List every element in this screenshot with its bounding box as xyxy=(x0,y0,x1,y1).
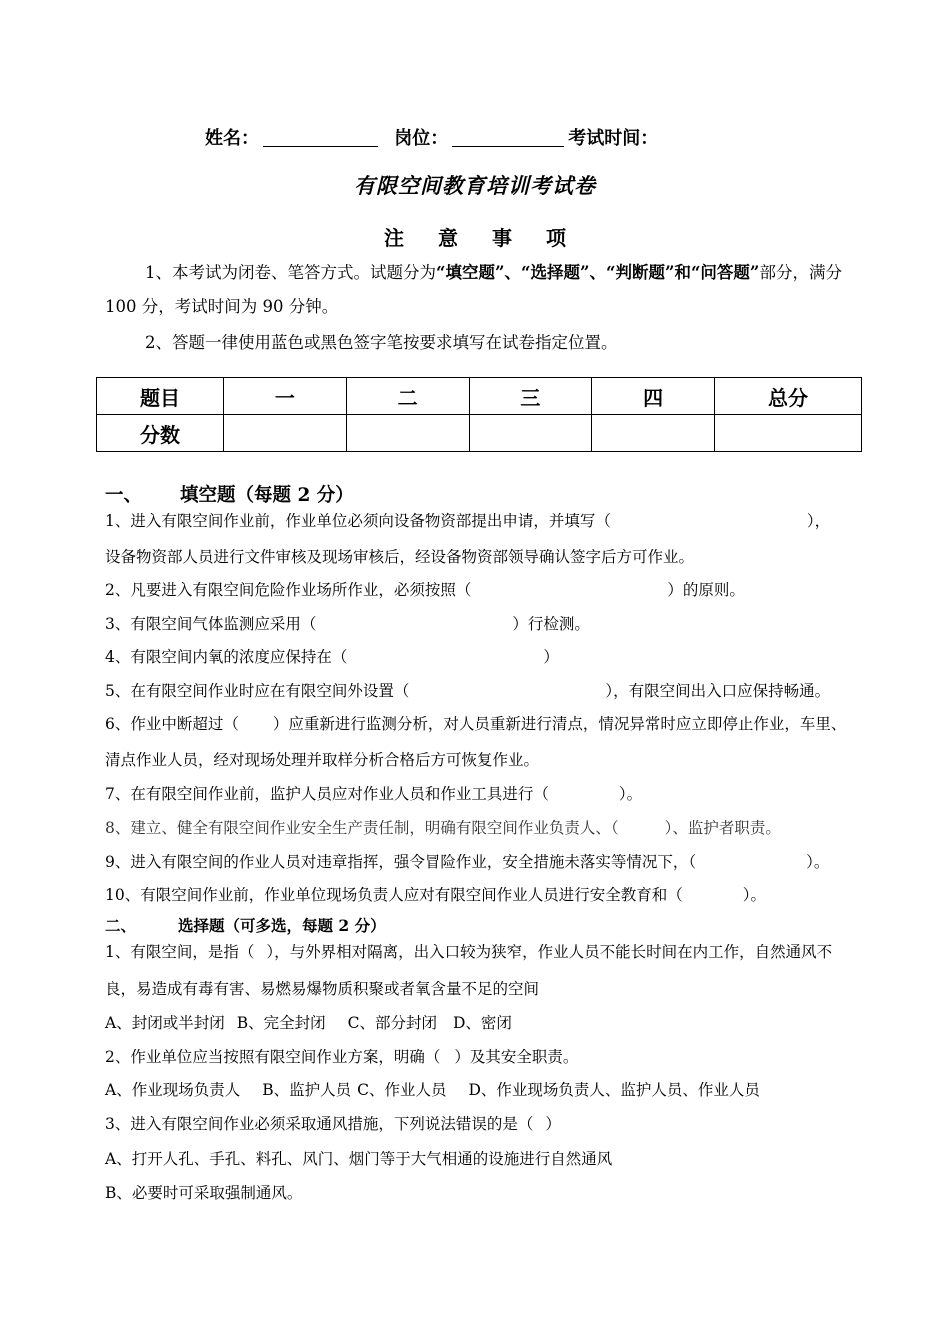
choice-question-3: 3、进入有限空间作业必须采取通风措施，下列说法错误的是（ ） xyxy=(105,1115,561,1133)
time-label: 考试时间： xyxy=(568,128,659,149)
score-cell[interactable] xyxy=(224,415,347,452)
choice-question-3-option-b: B、必要时可采取强制通风。 xyxy=(105,1184,303,1202)
fill-question-9: 9、进入有限空间的作业人员对违章指挥，强令冒险作业，安全措施未落实等情况下，（ ）。 xyxy=(105,853,830,871)
score-cell[interactable] xyxy=(715,415,862,452)
exam-title: 有限空间教育培训考试卷 xyxy=(354,173,596,198)
fill-question-1-cont: 设备物资部人员进行文件审核及现场审核后，经设备物资部领导确认签字后方可作业。 xyxy=(105,548,695,566)
fill-question-6: 6、作业中断超过（ ）应重新进行监测分析，对人员重新进行清点，情况异常时应立即停止作业，车里、 xyxy=(105,715,847,733)
choice-question-1-options: A、封闭或半封闭 B、完全封闭 C、部分封闭 D、密闭 xyxy=(105,1014,512,1032)
section-2-heading: 二、 选择题（可多选，每题 2 分） xyxy=(105,916,386,935)
name-blank[interactable] xyxy=(263,128,378,147)
score-cell[interactable] xyxy=(469,415,592,452)
score-header-cell: 题目 xyxy=(97,378,224,415)
choice-question-3-option-a: A、打开人孔、手孔、料孔、风门、烟门等于大气相通的设施进行自然通风 xyxy=(105,1150,613,1168)
name-label: 姓名： xyxy=(205,128,259,149)
score-header-cell: 一 xyxy=(224,378,347,415)
section-1-heading: 一、 填空题（每题 2 分） xyxy=(105,485,354,506)
score-header-cell: 三 xyxy=(469,378,592,415)
choice-question-2-options: A、作业现场负责人 B、监护人员 C、作业人员 D、作业现场负责人、监护人员、作业人员 xyxy=(105,1081,760,1099)
fill-question-10: 10、有限空间作业前，作业单位现场负责人应对有限空间作业人员进行安全教育和（ ）。 xyxy=(105,886,766,904)
notice-item-2: 2、答题一律使用蓝色或黑色签字笔按要求填写在试卷指定位置。 xyxy=(145,333,618,352)
fill-question-3: 3、有限空间气体监测应采用（ ）行检测。 xyxy=(105,615,590,633)
score-table xyxy=(96,377,862,452)
post-label: 岗位： xyxy=(394,128,449,149)
fill-question-5: 5、在有限空间作业时应在有限空间外设置（ ），有限空间出入口应保持畅通。 xyxy=(105,682,831,700)
fill-question-6-cont: 清点作业人员，经对现场处理并取样分析合格后方可恢复作业。 xyxy=(105,751,540,769)
fill-question-8: 8、建立、健全有限空间作业安全生产责任制，明确有限空间作业负责人、（ ）、监护者职责。 xyxy=(105,819,781,837)
notice-item-1: 1、本考试为闭卷、笔答方式。试题分为“填空题”、“选择题”、“判断题”和“问答题”部分，满分 100 分，考试时间为 90 分钟。 xyxy=(105,263,842,316)
score-cell[interactable] xyxy=(592,415,715,452)
score-row-label: 分数 xyxy=(97,415,224,452)
choice-question-2: 2、作业单位应当按照有限空间作业方案，明确（ ）及其安全职责。 xyxy=(105,1048,579,1066)
fill-question-4: 4、有限空间内氧的浓度应保持在（ ） xyxy=(105,648,559,666)
choice-question-1-cont: 良，易造成有毒有害、易燃易爆物质积聚或者氧含量不足的空间 xyxy=(105,980,540,998)
score-cell[interactable] xyxy=(346,415,469,452)
score-table-score-row xyxy=(97,415,862,452)
post-blank[interactable] xyxy=(452,128,564,147)
fill-question-2: 2、凡要进入有限空间危险作业场所作业，必须按照（ ）的原则。 xyxy=(105,581,745,599)
notice-heading: 注意事项 xyxy=(384,226,600,250)
score-header-cell: 四 xyxy=(592,378,715,415)
fill-question-7: 7、在有限空间作业前，监护人员应对作业人员和作业工具进行（ ）。 xyxy=(105,785,643,803)
fill-question-1: 1、进入有限空间作业前，作业单位必须向设备物资部提出申请，并填写（ ）， xyxy=(105,512,831,530)
exam-header-fields xyxy=(205,124,658,150)
score-header-cell: 二 xyxy=(346,378,469,415)
score-header-cell: 总分 xyxy=(715,378,862,415)
choice-question-1: 1、有限空间，是指（ ），与外界相对隔离，出入口较为狭窄，作业人员不能长时间在内工作，自然通风不 xyxy=(105,943,833,961)
score-table-header-row xyxy=(97,378,862,415)
